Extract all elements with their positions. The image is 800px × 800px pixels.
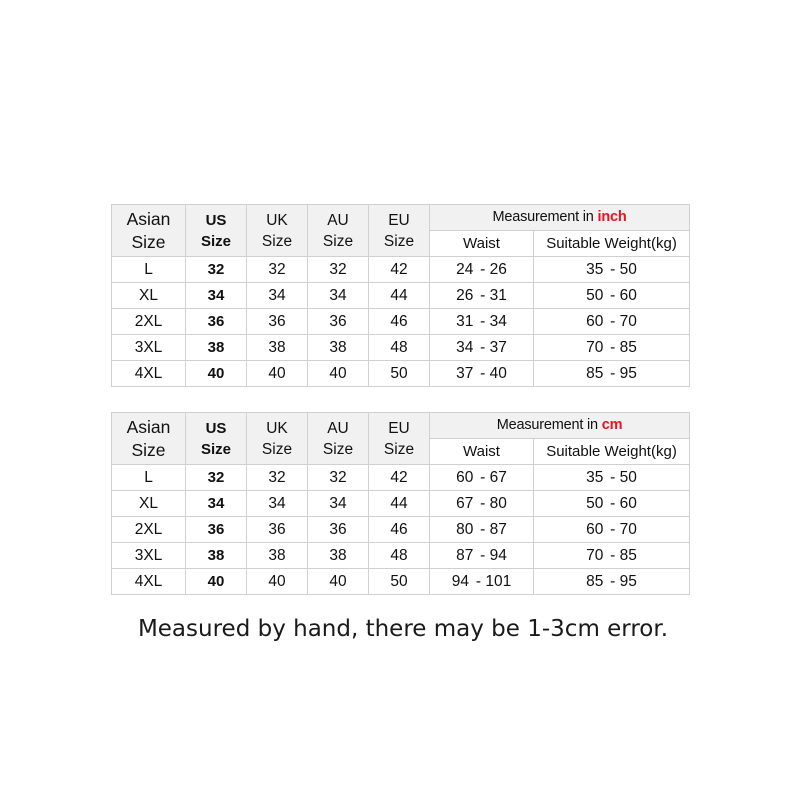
weight-range-min: 85 [586, 572, 604, 590]
waist-range-min: 34 [456, 338, 474, 356]
weight-range-min: 70 [586, 546, 604, 564]
range-separator: - [610, 572, 616, 590]
waist-range [430, 257, 534, 283]
waist-header: Waist [430, 231, 534, 257]
weight-range-max: 50 [619, 468, 637, 486]
waist-range-max: 101 [485, 572, 512, 590]
us-size-cell: 36 [186, 309, 247, 335]
au-size-cell: 36 [308, 517, 369, 543]
eu-size-cell: 42 [369, 257, 430, 283]
au-size-cell: 34 [308, 491, 369, 517]
range-separator: - [480, 312, 486, 330]
weight-range-min: 60 [586, 312, 604, 330]
waist-range-min: 37 [456, 364, 474, 382]
waist-range-min: 60 [456, 468, 474, 486]
weight-range [534, 465, 690, 491]
table-row [112, 361, 690, 387]
range-separator: - [480, 468, 486, 486]
uk-size-header: UK Size [247, 413, 308, 465]
waist-range [430, 517, 534, 543]
eu-size-cell: 48 [369, 335, 430, 361]
weight-range-min: 60 [586, 520, 604, 538]
table-row [112, 569, 690, 595]
table-row [112, 465, 690, 491]
asian-size-cell: 4XL [112, 569, 186, 595]
weight-range-max: 95 [619, 364, 637, 382]
au-size-cell: 38 [308, 543, 369, 569]
us-size-cell: 32 [186, 465, 247, 491]
suitable-weight-header: Suitable Weight(kg) [534, 439, 690, 465]
waist-range [430, 283, 534, 309]
table-row [112, 491, 690, 517]
table-row [112, 517, 690, 543]
waist-range-min: 26 [456, 286, 474, 304]
weight-range [534, 543, 690, 569]
measurement-title: Measurement in inch [430, 205, 690, 231]
waist-header: Waist [430, 439, 534, 465]
weight-range [534, 283, 690, 309]
us-size-cell: 34 [186, 491, 247, 517]
range-separator: - [480, 520, 486, 538]
au-size-cell: 40 [308, 361, 369, 387]
measurement-unit: inch [597, 209, 627, 226]
asian-size-cell: 2XL [112, 517, 186, 543]
waist-range-max: 37 [489, 338, 507, 356]
au-size-cell: 34 [308, 283, 369, 309]
weight-range-max: 50 [619, 260, 637, 278]
eu-size-cell: 50 [369, 569, 430, 595]
weight-range-min: 35 [586, 260, 604, 278]
uk-size-cell: 40 [247, 361, 308, 387]
size-table-cm [111, 412, 690, 595]
asian-size-cell: 3XL [112, 335, 186, 361]
au-size-header: AU Size [308, 413, 369, 465]
waist-range-min: 87 [456, 546, 474, 564]
weight-range-min: 50 [586, 286, 604, 304]
uk-size-cell: 38 [247, 543, 308, 569]
weight-range-min: 35 [586, 468, 604, 486]
weight-range-max: 60 [619, 494, 637, 512]
eu-size-header: EU Size [369, 413, 430, 465]
eu-size-cell: 46 [369, 517, 430, 543]
asian-size-cell: 2XL [112, 309, 186, 335]
uk-size-header: UK Size [247, 205, 308, 257]
table-row [112, 257, 690, 283]
waist-range-min: 80 [456, 520, 474, 538]
weight-range-max: 85 [619, 338, 637, 356]
asian-size-header: Asian Size [112, 413, 186, 465]
asian-size-cell: 3XL [112, 543, 186, 569]
us-size-cell: 36 [186, 517, 247, 543]
waist-range-max: 26 [489, 260, 507, 278]
weight-range [534, 361, 690, 387]
waist-range-max: 40 [489, 364, 507, 382]
us-size-cell: 40 [186, 569, 247, 595]
weight-range-max: 70 [619, 312, 637, 330]
uk-size-cell: 38 [247, 335, 308, 361]
range-separator: - [610, 520, 616, 538]
measurement-title: Measurement in cm [430, 413, 690, 439]
asian-size-cell: XL [112, 491, 186, 517]
asian-size-cell: L [112, 257, 186, 283]
eu-size-cell: 46 [369, 309, 430, 335]
waist-range [430, 491, 534, 517]
eu-size-cell: 50 [369, 361, 430, 387]
waist-range [430, 335, 534, 361]
asian-size-cell: 4XL [112, 361, 186, 387]
weight-range-max: 85 [619, 546, 637, 564]
waist-range-max: 94 [489, 546, 507, 564]
uk-size-cell: 40 [247, 569, 308, 595]
weight-range-min: 70 [586, 338, 604, 356]
asian-size-header: Asian Size [112, 205, 186, 257]
table-row [112, 309, 690, 335]
us-size-cell: 34 [186, 283, 247, 309]
waist-range-min: 94 [451, 572, 470, 590]
table-row [112, 543, 690, 569]
range-separator: - [610, 286, 616, 304]
waist-range-min: 31 [456, 312, 474, 330]
eu-size-cell: 44 [369, 491, 430, 517]
us-size-header: US Size [186, 205, 247, 257]
weight-range-max: 60 [619, 286, 637, 304]
eu-size-header: EU Size [369, 205, 430, 257]
waist-range-min: 24 [456, 260, 474, 278]
uk-size-cell: 34 [247, 283, 308, 309]
au-size-cell: 38 [308, 335, 369, 361]
au-size-cell: 32 [308, 465, 369, 491]
eu-size-cell: 44 [369, 283, 430, 309]
range-separator: - [610, 546, 616, 564]
waist-range-max: 80 [489, 494, 507, 512]
weight-range [534, 335, 690, 361]
range-separator: - [610, 364, 616, 382]
waist-range [430, 543, 534, 569]
size-rows [112, 465, 690, 595]
uk-size-cell: 32 [247, 257, 308, 283]
range-separator: - [475, 572, 482, 590]
weight-range [534, 517, 690, 543]
range-separator: - [480, 546, 486, 564]
table-row [112, 283, 690, 309]
us-size-cell: 38 [186, 543, 247, 569]
weight-range-max: 70 [619, 520, 637, 538]
weight-range [534, 491, 690, 517]
weight-range-max: 95 [619, 572, 637, 590]
range-separator: - [480, 494, 486, 512]
measurement-unit: cm [601, 417, 623, 434]
au-size-header: AU Size [308, 205, 369, 257]
au-size-cell: 40 [308, 569, 369, 595]
range-separator: - [480, 338, 486, 356]
weight-range [534, 569, 690, 595]
us-size-cell: 38 [186, 335, 247, 361]
eu-size-cell: 42 [369, 465, 430, 491]
waist-range-max: 31 [489, 286, 507, 304]
us-size-cell: 40 [186, 361, 247, 387]
asian-size-cell: L [112, 465, 186, 491]
waist-range-max: 87 [489, 520, 507, 538]
measurement-footnote: Measured by hand, there may be 1-3cm error. [137, 616, 669, 642]
range-separator: - [480, 364, 486, 382]
uk-size-cell: 36 [247, 309, 308, 335]
suitable-weight-header: Suitable Weight(kg) [534, 231, 690, 257]
weight-range-min: 85 [586, 364, 604, 382]
range-separator: - [480, 260, 486, 278]
uk-size-cell: 34 [247, 491, 308, 517]
waist-range-min: 67 [456, 494, 474, 512]
range-separator: - [480, 286, 486, 304]
weight-range [534, 309, 690, 335]
uk-size-cell: 36 [247, 517, 308, 543]
uk-size-cell: 32 [247, 465, 308, 491]
au-size-cell: 36 [308, 309, 369, 335]
waist-range [430, 361, 534, 387]
weight-range [534, 257, 690, 283]
asian-size-cell: XL [112, 283, 186, 309]
us-size-cell: 32 [186, 257, 247, 283]
range-separator: - [610, 494, 616, 512]
waist-range [430, 309, 534, 335]
weight-range-min: 50 [586, 494, 604, 512]
waist-range [430, 569, 534, 595]
eu-size-cell: 48 [369, 543, 430, 569]
au-size-cell: 32 [308, 257, 369, 283]
range-separator: - [610, 312, 616, 330]
size-table-inch [111, 204, 690, 387]
size-rows [112, 257, 690, 387]
waist-range [430, 465, 534, 491]
us-size-header: US Size [186, 413, 247, 465]
range-separator: - [610, 468, 616, 486]
range-separator: - [610, 338, 616, 356]
range-separator: - [610, 260, 616, 278]
table-row [112, 335, 690, 361]
waist-range-max: 34 [489, 312, 507, 330]
waist-range-max: 67 [489, 468, 507, 486]
